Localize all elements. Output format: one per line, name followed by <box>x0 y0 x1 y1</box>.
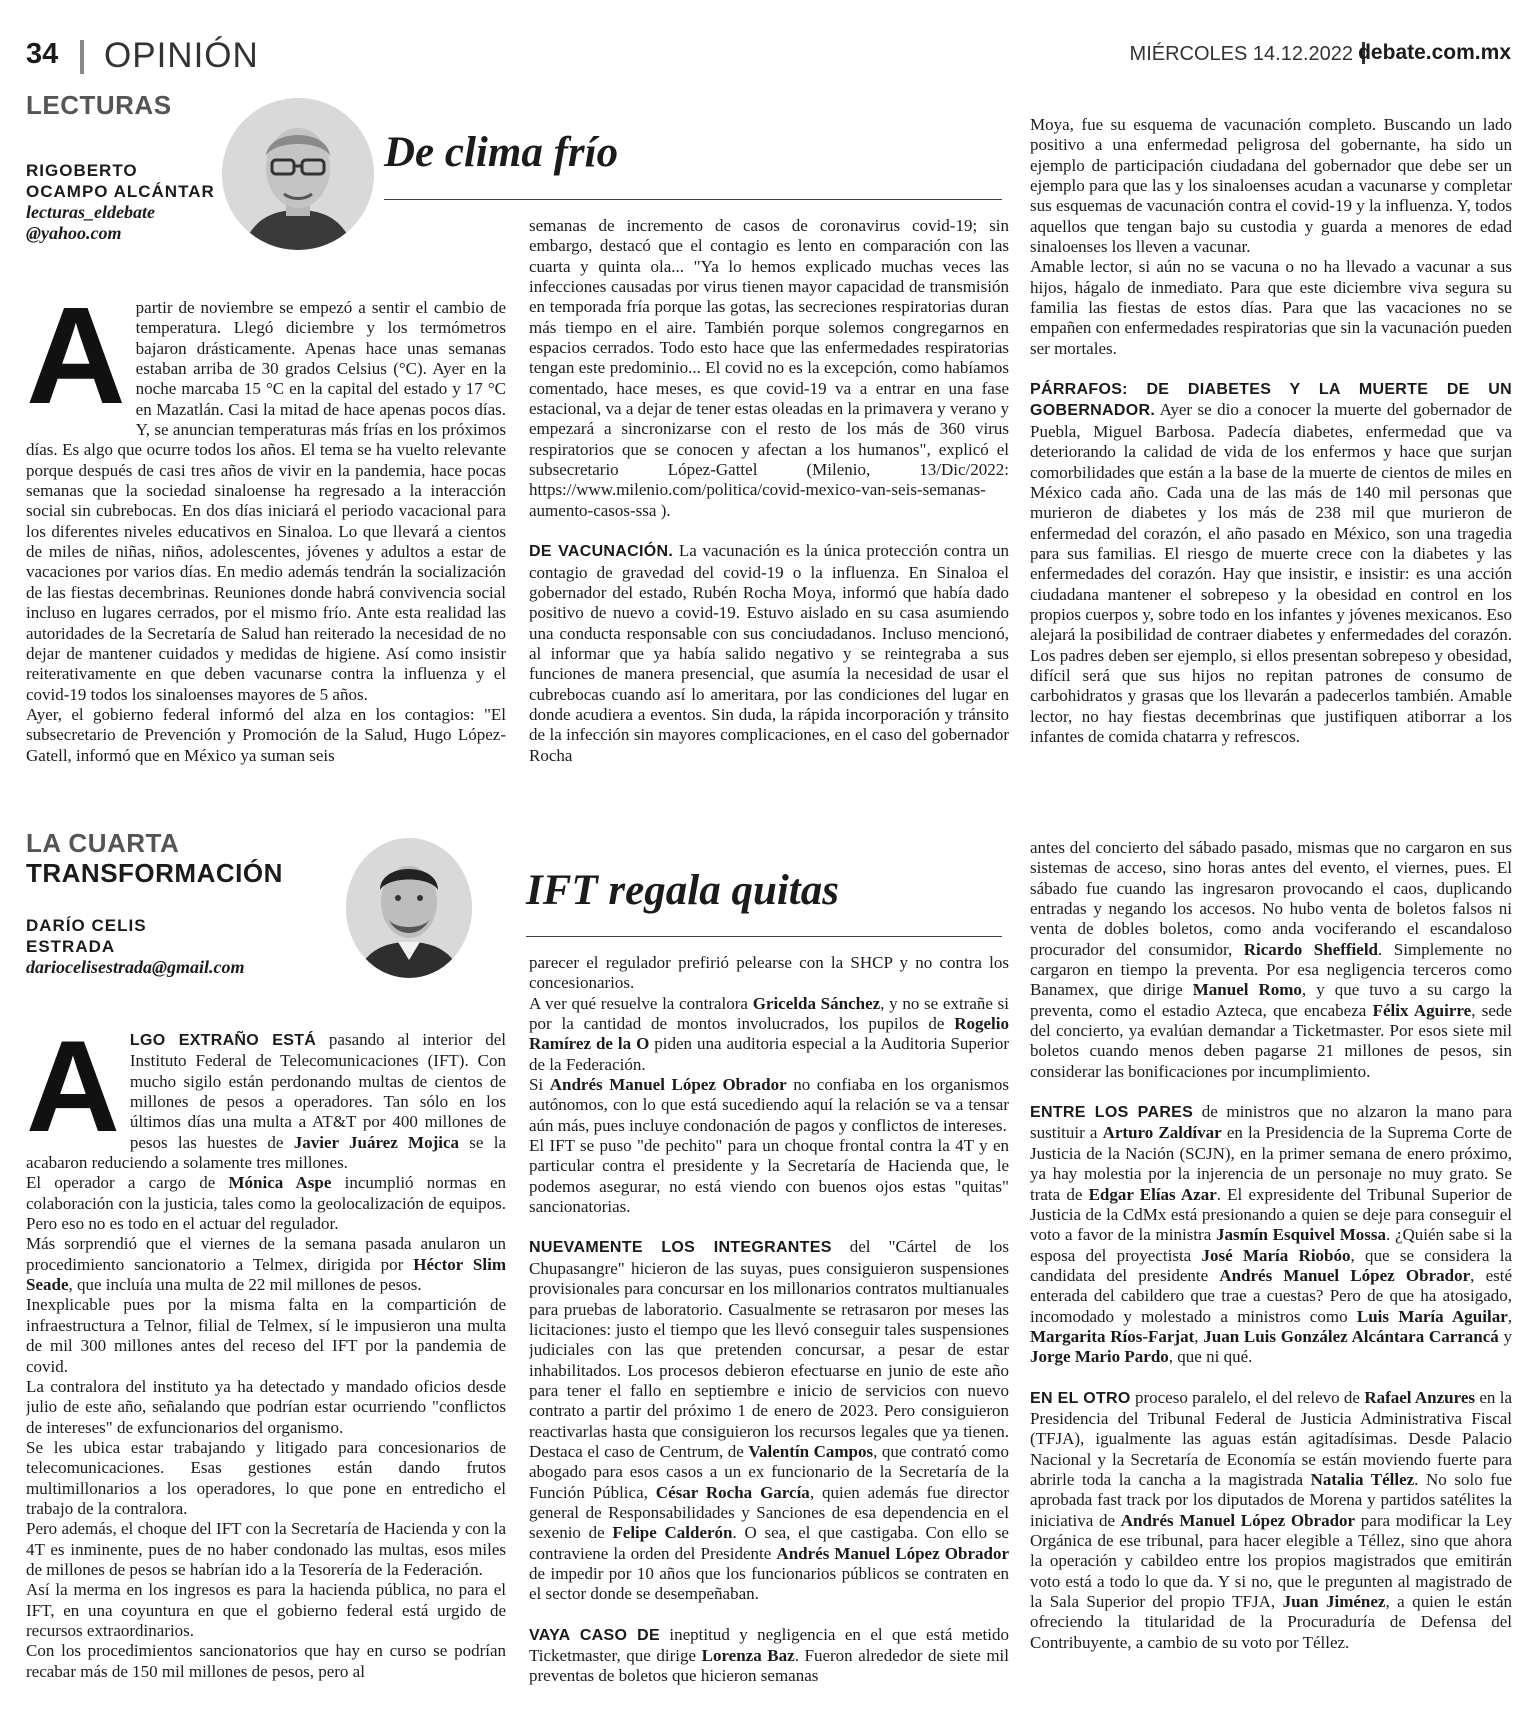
person-name: Andrés Manuel López Obrador <box>1120 1510 1356 1530</box>
section-lead: DE VACUNACIÓN. <box>529 543 674 561</box>
person-name: Andrés Manuel López Obrador <box>1219 1265 1471 1285</box>
paragraph: proceso paralelo, el del relevo de <box>1130 1387 1365 1407</box>
column-kicker-line1: LA CUARTA <box>26 828 180 858</box>
author-name-line1: DARÍO CELIS <box>26 916 147 935</box>
paragraph: Se les ubica estar trabajando y litigado para concesionarios de telecomunicaciones. Esas gestiones están dando frutos multimillonarios a los operadores, lo que pone en entredicho el trabajo de la contralora. <box>26 1437 506 1518</box>
paragraph: , que contrató como abogado para esos casos a un ex funcionario de la Secretaría de la Función Pública, <box>529 1441 1009 1502</box>
article-column-1 <box>26 298 506 803</box>
paragraph: Ayer, el gobierno federal informó del alza en los contagios: "El subsecretario de Prevención y Promoción de la Salud, Hugo López-Gatell, informó que en México ya suman seis <box>26 704 506 765</box>
paragraph: Pero además, el choque del IFT con la Secretaría de Hacienda y con la 4T es inminente, pues de no haber condonado las multas, esos miles de millones de pesos se habrían ido a la Tesorería de la Federación. <box>26 1519 506 1579</box>
paragraph: Inexplicable pues por la misma falta en la compartición de infraestructura a Telnor, filial de Telmex, sí le impusieron una multa de mil 300 millones antes del receso del IFT por la pandemia de covid. <box>26 1295 506 1376</box>
person-name: Juan Luis González Alcántara Carrancá <box>1203 1326 1499 1346</box>
paragraph: en la Presidencia de la Suprema Corte de Justicia de la Nación (SCJN), en la primer semana de enero próximo, ya hay molestia por la injerencia de un personaje no muy grato. Se trata de <box>1030 1123 1512 1204</box>
paragraph: , que se considera la candidata del presidente <box>1030 1245 1512 1285</box>
paragraph: , que incluía una multa de 22 mil millones de pesos. <box>68 1275 422 1295</box>
headline: IFT regala quitas <box>526 867 839 914</box>
headline-rule <box>526 936 1002 937</box>
headline: De clima frío <box>384 129 619 176</box>
person-name: Edgar Elías Azar <box>1088 1184 1217 1204</box>
author-photo-icon <box>222 98 374 250</box>
paragraph: Más sorprendió que el viernes de la semana pasada anularon un procedimiento sancionatorio a Telmex, dirigida por <box>26 1234 506 1274</box>
drop-cap: A <box>26 1030 120 1159</box>
person-name: Andrés Manuel López Obrador <box>549 1075 787 1095</box>
paragraph: Moya, fue su esquema de vacunación completo. Buscando un lado positivo a una enfermedad peligrosa del gobernante, ha sido un ejemplo de participación ciudadana del gobernador que debe ser un ejemplo para que las y los sinaloenses acudan a vacunarse y completar sus esquemas de vacunación contra el covid-19 y la influenza. Y, todos aquellos que tengan bajo su custodia y guarda a menores de edad sinaloenses los lleven a vacunar. <box>1030 115 1512 257</box>
author-photo-icon <box>346 838 472 978</box>
person-name: Manuel Romo <box>1192 980 1302 1000</box>
paragraph: . O sea, el que castigaba. Con ello se contraviene la orden del Presidente <box>529 1523 1009 1563</box>
person-name: Félix Aguirre <box>1372 1000 1472 1020</box>
paragraph: La contralora del instituto ya ha detectado y mandado oficios desde julio de este año, señalando que podrían estar ocurriendo "conflictos de intereses" de exfuncionarios del organismo. <box>26 1376 506 1437</box>
person-name: César Rocha García <box>655 1482 810 1502</box>
author-name-line2: OCAMPO ALCÁNTAR <box>26 182 215 201</box>
header-divider <box>80 40 84 74</box>
paragraph: La vacunación es la única protección contra un contagio de gravedad del covid-19 o la influenza. En Sinaloa el gobernador del estado, Rubén Rocha Moya, informó que había dado positivo de nuevo a covid-19. Estuvo aislado en su casa asumiendo una conducta responsable con sus conciudadanos. Incluso mencionó, al informar que ya había salido negativo y se reintegraba a sus funciones de manera presencial, que asumía la necesidad de usar el cubrebocas cuando así lo ameritara, por las condiciones del lugar en donde acudiera a eventos. Sin duda, la rápida incorporación y tránsito de la infección sin mayores complicaciones, en el caso del gobernador Rocha <box>529 541 1009 765</box>
paragraph: , sede del concierto, ya evalúan demandar a Ticketmaster. Por esos siete mil boletos cuando menos deben pagarse 21 millones de pesos, sin considerar las bonificaciones por incumplimiento. <box>1030 1000 1512 1081</box>
paragraph: Así la merma en los ingresos es para la hacienda pública, no para el IFT, en una coyuntura en que el gobierno federal está urgido de recursos extraordinarios. <box>26 1580 506 1640</box>
paragraph: en la Presidencia del Tribunal Federal de Justicia Administrativa Fiscal (TFJA), igualmente las aguas están agitadísimas. Desde Palacio Nacional y la Secretaría de Economía se están moviendo fuerte para abrirle toda la cancha a la magistrada <box>1030 1387 1512 1489</box>
person-name: Valentín Campos <box>748 1441 874 1461</box>
paragraph: Si <box>529 1075 550 1095</box>
section-lead: VAYA CASO DE <box>529 1626 660 1644</box>
author-email[interactable]: dariocelisestrada@gmail.com <box>26 957 245 977</box>
paragraph: El operador a cargo de <box>26 1173 229 1193</box>
paragraph: Amable lector, si aún no se vacuna o no ha llevado a vacunar a sus hijos, hágalo de inmediato. Para que este diciembre viva segura su familia las fiestas de estos días. Para que las vacaciones no se empañen con enfermedades respiratorias que sin la vacunación pueden ser mortales. <box>1030 257 1512 358</box>
paragraph: Ayer se dio a conocer la muerte del gobernador de Puebla, Miguel Barbosa. Padecía diabetes, enfermedad que va deteriorando la calidad de vida de los enfermos y hace que surjan comorbilidades que están a la base de la muerte de cientos de miles en México cada año. Cada una de las más de 140 mil personas que murieron de diabetes y los más de 238 mil que murieron de enfermedad del corazón, el año pasado en México, son una tragedia para sus familias. El riesgo de muerte crece con la diabetes y las enfermedades del corazón. Hay que insistir, e insistir: es una acción ciudadana mantener el sobrepeso y la obesidad en control en los propios cuerpos y, sobre todo en los infantes y jóvenes mexicanos. Eso alejará la posibilidad de contraer diabetes y enfermedades del corazón. Los padres deben ser ejemplo, si ellos presentan sobrepeso y obesidad, difícil será que sus hijos no repitan patrones de consumo de carbohidratos y grasas que los llevarán a padecerlos también. Amable lector, no hay fiestas decembrinas que justifiquen atiborrar a los infantes de comida chatarra y refrescos. <box>1030 400 1512 746</box>
person-name: Felipe Calderón <box>612 1523 733 1543</box>
person-name: Margarita Ríos-Farjat <box>1030 1326 1195 1346</box>
paragraph: , que ni qué. <box>1168 1347 1253 1367</box>
paragraph: . El expresidente del Tribunal Superior de Justicia de la CdMx está presionando a quien se deje para conseguir el voto a favor de la ministra <box>1030 1184 1512 1245</box>
paragraph: parecer el regulador prefirió pelearse con la SHCP y no contra los concesionarios. <box>529 953 1009 993</box>
person-name: Andrés Manuel López Obrador <box>776 1543 1009 1563</box>
author-photo <box>222 98 374 250</box>
paragraph: semanas de incremento de casos de coronavirus covid-19; sin embargo, destacó que el contagio es lento en comparación con las cuarta y quinta ola... "Ya lo hemos explicado muchas veces las infecciones causadas por virus tienen mayor capacidad de transmisión en temporada fría porque las gotas, las secreciones respiratorias duran más tiempo en el aire. También porque solemos congregarnos en espacios cerrados. Todo esto hace que las enfermedades respiratorias tengan este predominio... El covid no es la excepción, como habíamos comentado, hace meses, es que covid-19 va a entrar en una fase estacional, va a dejar de tener estas oleadas en la primavera y verano y empezará a sincronizarse con el resto de los más de 360 virus respiratorios que se conocen y afectan a los humanos", explicó el subsecretario López-Gattel (Milenio, 13/Dic/2022: https://www.milenio.com/politica/covid-mexico-van-seis-semanas-aumento-casos-ssa ). <box>529 216 1009 520</box>
column-kicker: LECTURAS <box>26 90 172 120</box>
person-name: Juan Jiménez <box>1282 1592 1386 1612</box>
article-column-3 <box>1030 838 1512 1688</box>
person-name: Jasmín Esquivel Mossa <box>1215 1225 1386 1245</box>
paragraph: . Fueron alrededor de siete mil preventas de boletos que hicieron semanas <box>529 1646 1009 1686</box>
person-name: Rogelio Ramírez de la O <box>529 1014 1009 1054</box>
person-name: Luis María Aguilar <box>1356 1306 1508 1326</box>
section-title: OPINIÓN <box>104 36 259 75</box>
article-column-3 <box>1030 115 1512 805</box>
paragraph: , y no se extrañe si por la cantidad de montos involucrados, los pupilos de <box>529 993 1009 1034</box>
paragraph: partir de noviembre se empezó a sentir el cambio de temperatura. Llegó diciembre y los termómetros bajaron drásticamente. Apenas hace unas semanas estaban arriba de 30 grados Celsius (°C). Ayer en la noche marcaba 15 °C en la capital del estado y 17 °C en Mazatlán. Casi la mitad de hace apenas pocos días. Y, se anuncian temperaturas más frías en los próximos días. Es algo que ocurre todos los años. El tema se ha vuelto relevante porque después de casi tres años de vivir en la pandemia, hace pocas semanas que la sociedad sinaloense ha regresado a la interacción social sin cubrebocas. En dos días iniciará el periodo vacacional para los diferentes niveles educativos en Sinaloa. Lo que llevará a cientos de miles de niñas, niños, adolescentes, jóvenes y adultos a estar de vacaciones por varios días. En medio además tendrán la socialización de las fiestas decembrinas. Reuniones donde habrá convivencia social incluso en lugares cerrados, por el mismo frío. Ante esta realidad las autoridades de la Secretaría de Salud han reiterado la necesidad de no dejar de mantener cuidados y medidas de higiene. Así como insistir reiterativamente en que deben vacunarse contra la influenza y el covid-19 todos los sinaloenses mayores de 5 años. <box>26 298 506 704</box>
author-email-line2[interactable]: @yahoo.com <box>26 223 122 243</box>
section-lead: ENTRE LOS PARES <box>1030 1104 1194 1122</box>
paragraph: , a quien le están ofreciendo la titularidad de la Procuraduría de Defensa del Contribuyente, a cambio de su voto por Téllez. <box>1030 1592 1512 1652</box>
person-name: Lorenza Baz <box>701 1646 795 1665</box>
paragraph: Con los procedimientos sancionatorios que hay en curso se podrían recabar más de 150 mil millones de pesos, pero al <box>26 1641 506 1681</box>
page-number: 34 <box>26 38 59 70</box>
article-column-2 <box>529 216 1009 806</box>
paragraph: , <box>1194 1326 1204 1346</box>
section-lead: NUEVAMENTE LOS INTEGRANTES <box>529 1239 832 1257</box>
paragraph: , y que tuvo a su cargo la preventa, como el estadio Azteca, que encabeza <box>1030 980 1512 1020</box>
paragraph: . ¿Quién sabe si la esposa del proyectista <box>1030 1225 1512 1265</box>
person-name: Arturo Zaldívar <box>1102 1123 1222 1143</box>
person-name: Rafael Anzures <box>1364 1387 1476 1407</box>
person-name: Natalia Téllez <box>1310 1469 1415 1489</box>
person-name: José María Riobóo <box>1201 1245 1351 1265</box>
person-name: Héctor Slim Seade <box>26 1254 506 1295</box>
person-name: Mónica Aspe <box>228 1173 332 1193</box>
paragraph: . No solo fue aprobada fast track por los diputados de Morena y partidos satélites la iniciativa de <box>1030 1469 1512 1530</box>
paragraph: , esté enterada del cabildero que trae a cuestas? Pero de que ha atosigado, incomodado y molestado a ministros como <box>1030 1265 1512 1326</box>
person-name: Javier Juárez Mojica <box>293 1132 460 1152</box>
paragraph: ineptitud y negligencia en el que está metido Ticketmaster, que dirige <box>529 1624 1009 1665</box>
drop-cap: A <box>26 298 126 433</box>
paragraph: no confiaba en los organismos autónomos, con lo que está sucediendo aquí la relación se va a tensar aún más, pues incluye condonación de pagos y conflictos de intereses. <box>529 1075 1009 1135</box>
paragraph: de impedir por 10 años que los funcionarios públicos se contraten en el sector donde se desempeñaban. <box>529 1563 1009 1604</box>
article-column-2 <box>529 953 1009 1688</box>
paragraph: pasando al interior del Instituto Federal de Telecomunicaciones (IFT). Con mucho sigilo están perdonando multas de cientos de millones de pesos a operadores. Tan sólo en los últimos días una multa a AT&T por 400 millones de pesos las huestes de <box>129 1030 506 1152</box>
paragraph: para modificar la Ley Orgánica de ese tribunal, para hacer elegible a Téllez, sino que ahora la operación y cabildeo entre los propios magistrados que emitirán voto está a todo lo que da. Y si no, que le pregunten al magistrado de la Sala Superior del propio TFJA, <box>1030 1510 1512 1612</box>
person-name: Jorge Mario Pardo <box>1030 1347 1169 1367</box>
issue-date: MIÉRCOLES 14.12.2022 <box>1129 43 1353 65</box>
headline-rule <box>384 199 1002 200</box>
paragraph: antes del concierto del sábado pasado, mismas que no cargaron en sus sistemas de acceso, sino horas antes del evento, el viernes, pues. El sábado fue cuando las ingresaron provocando el caos, duplicando entradas y negando los accesos. No hubo venta de boletos falsos ni venta de dobles boletos, como anda vociferando el escandaloso procurador del consumidor, <box>1030 838 1512 959</box>
paragraph: El IFT se puso "de pechito" para un choque frontal contra la 4T y en particular contra el presidente y la Secretaría de Hacienda que, le podemos asegurar, no está viendo con buenos ojos estas "quitas" sancionatorias. <box>529 1136 1009 1217</box>
person-name: Gricelda Sánchez <box>752 993 881 1013</box>
section-lead: EN EL OTRO <box>1030 1389 1131 1407</box>
paragraph: de ministros que no alzaron la mano para sustituir a <box>1030 1102 1512 1143</box>
author-email-line1[interactable]: lecturas_eldebate <box>26 202 155 222</box>
site-link[interactable]: debate.com.mx <box>1358 41 1511 64</box>
column-kicker-line2: TRANSFORMACIÓN <box>26 858 283 888</box>
paragraph: . Simplemente no cargaron en tiempo la preventa. Por esa negligencia terceros como Banamex, que dirige <box>1030 939 1512 1000</box>
author-photo <box>346 838 472 978</box>
author-name-line1: RIGOBERTO <box>26 161 138 180</box>
paragraph: , <box>1507 1306 1512 1326</box>
section-lead: PÁRRAFOS: DE DIABETES Y LA MUERTE DE UN GOBERNADOR. <box>1030 381 1512 420</box>
paragraph: incumplió normas en colaboración con la justicia, tales como la geolocalización de equipos. Pero eso no es todo en el actuar del regulador. <box>26 1173 506 1234</box>
paragraph: A ver qué resuelve la contralora <box>529 993 753 1013</box>
paragraph: y <box>1498 1326 1512 1346</box>
paragraph: piden una auditoria especial a la Auditoria Superior de la Federación. <box>529 1034 1009 1074</box>
article-column-1 <box>26 1030 506 1685</box>
paragraph: del "Cártel de los Chupasangre" hicieron de las suyas, pues consiguieron suspensiones provisionales para concursar en los millonarios contratos multianuales para pruebas de laboratorio. Casualmente se retrasaron por meses las licitaciones: justo el tiempo que les llevó conseguir tales suspensiones judiciales con las que pretenden concursar, a pesar de estar inhabilitados. Los procesos debieron efectuarse en junio de este año para tener el fallo en septiembre e inicio de servicios con nuevo contrato a partir del próximo 1 de enero de 2023. Pero consiguieron reactivarlas hasta que consiguieron los recursos legales que ya tienen. Destaca el caso de Centrum, de <box>529 1237 1009 1461</box>
person-name: Ricardo Sheffield <box>1243 939 1378 959</box>
author-name-line2: ESTRADA <box>26 937 116 956</box>
section-lead: LGO EXTRAÑO ESTÁ <box>129 1032 317 1049</box>
paragraph: se la acabaron reduciendo a solamente tres millones. <box>26 1132 506 1173</box>
paragraph: , quien además fue director general de Responsabilidades y Sanciones de esa dependencia en el sexenio de <box>529 1482 1009 1543</box>
